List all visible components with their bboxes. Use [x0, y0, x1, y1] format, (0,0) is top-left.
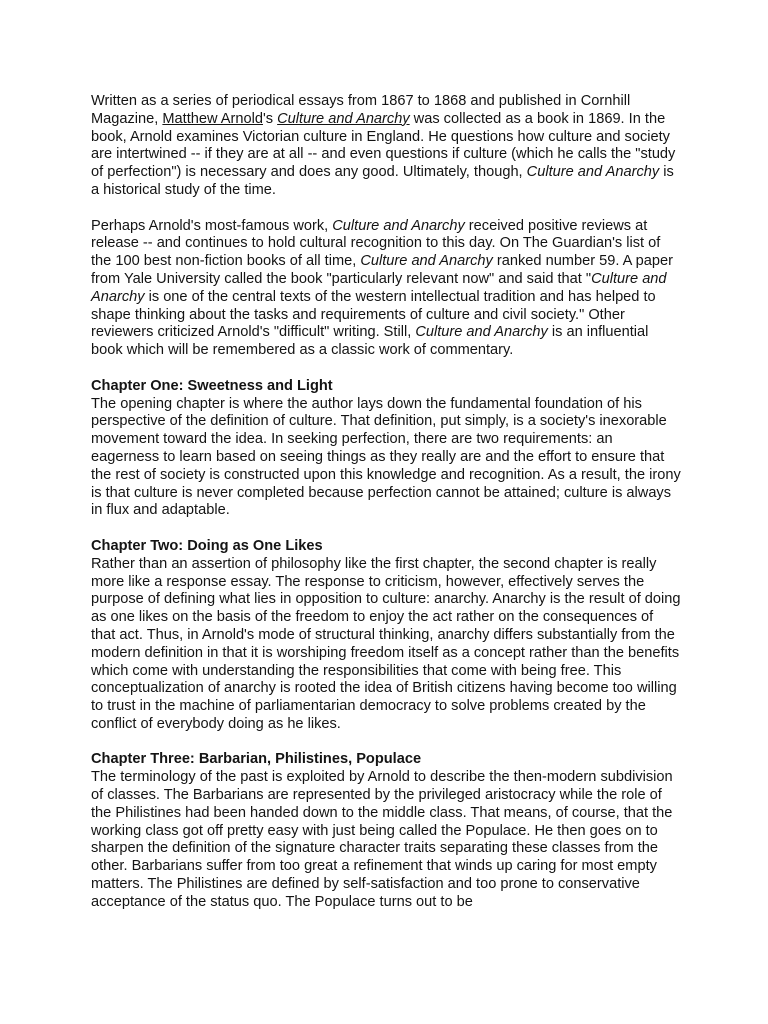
book-title-italic: Culture and Anarchy [415, 324, 548, 341]
document-content [91, 93, 681, 929]
intro-paragraph-1 [91, 93, 681, 200]
intro-text-end: is a historical study of the time. [91, 164, 674, 198]
chapter-two-body: Rather than an assertion of philosophy like the first chapter, the second chapter is really more like a response essay. The response to criticism, however, effectively serves the purpose of defining what lies in opposition to culture: anarchy. Anarchy is the result of doing as one likes on the basis of the freedom to enjoy the act rather on the consequences of that act. Thus, in Arnold's mode of structural thinking, anarchy differs substantially from the modern definition in that it is worshiping freedom itself as a concept rather than the benefits which come with understanding the responsibilities that come with being free. This conceptualization of anarchy is rooted the idea of British citizens having become too willing to trust in the machine of parliamentarian democracy to solve problems created by the conflict of everybody doing as he likes. [91, 555, 681, 732]
chapter-one-body: The opening chapter is where the author lays down the fundamental foundation of his perspective of the definition of culture. That definition, put simply, is a society's inexorable movement toward the idea. In seeking perfection, there are two requirements: an eagerness to learn based on seeing things as they really are and the effort to ensure that the rest of society is constructed upon this knowledge and recognition. As a result, the irony is that culture is never completed because perfection cannot be attained; culture is always in flux and adaptable. [91, 395, 681, 519]
reception-text-end: is an influential book which will be remembered as a classic work of commentary. [91, 324, 649, 359]
chapter-two-heading: Chapter Two: Doing as One Likes [91, 537, 323, 554]
reception-text-4: is one of the central texts of the western intellectual tradition and has helped to shape thinking about the tasks and requirements of culture and civil society." Other reviewers criticized Arnold's "difficult" writing. Still, [91, 288, 656, 341]
book-title-italic: Culture and Anarchy [332, 217, 465, 234]
book-title-italic: Culture and Anarchy [91, 270, 667, 305]
book-title-italic: Culture and Anarchy [360, 253, 493, 270]
possessive-text: 's [262, 110, 278, 127]
intro-text-middle: was collected as a book in 1869. In the book, Arnold examines Victorian culture in England. He questions how culture and society are intertwined -- if they are at all -- and even questions if culture (which he calls the "study of perfection") is necessary and does any good. Ultimately, though, [91, 110, 676, 181]
reception-text-3: ranked number 59. A paper from Yale University called the book "particularly relevant now" and said that " [91, 253, 673, 287]
intro-text-start: Written as a series of periodical essays from 1867 to 1868 and published in Cornhill Magazine, [91, 93, 631, 127]
book-title-italic: Culture and Anarchy [526, 164, 660, 181]
reception-text-2: received positive reviews at release -- and continues to hold cultural recognition to this day. On The Guardian's list of the 100 best non-fiction books of all time, [91, 217, 661, 270]
chapter-three-body: The terminology of the past is exploited by Arnold to describe the then-modern subdivision of classes. The Barbarians are represented by the privileged aristocracy while the role of the Philistines had been handed down to the middle class. That means, of course, that the working class got off pretty easy with just being called the Populace. He then goes on to sharpen the definition of the signature character traits separating these classes from the other. Barbarians suffer from too great a refinement that winds up caring for most empty matters. The Philistines are defined by self-satisfaction and too prone to conservative acceptance of the status quo. The Populace turns out to be [91, 769, 673, 910]
book-title-link[interactable]: Culture and Anarchy [277, 110, 410, 127]
intro-paragraph-2 [91, 218, 681, 360]
chapter-three-heading: Chapter Three: Barbarian, Philistines, Populace [91, 751, 422, 768]
author-link[interactable]: Matthew Arnold [162, 110, 263, 127]
chapter-one-heading: Chapter One: Sweetness and Light [91, 377, 333, 394]
reception-text-start: Perhaps Arnold's most-famous work, [91, 217, 333, 234]
